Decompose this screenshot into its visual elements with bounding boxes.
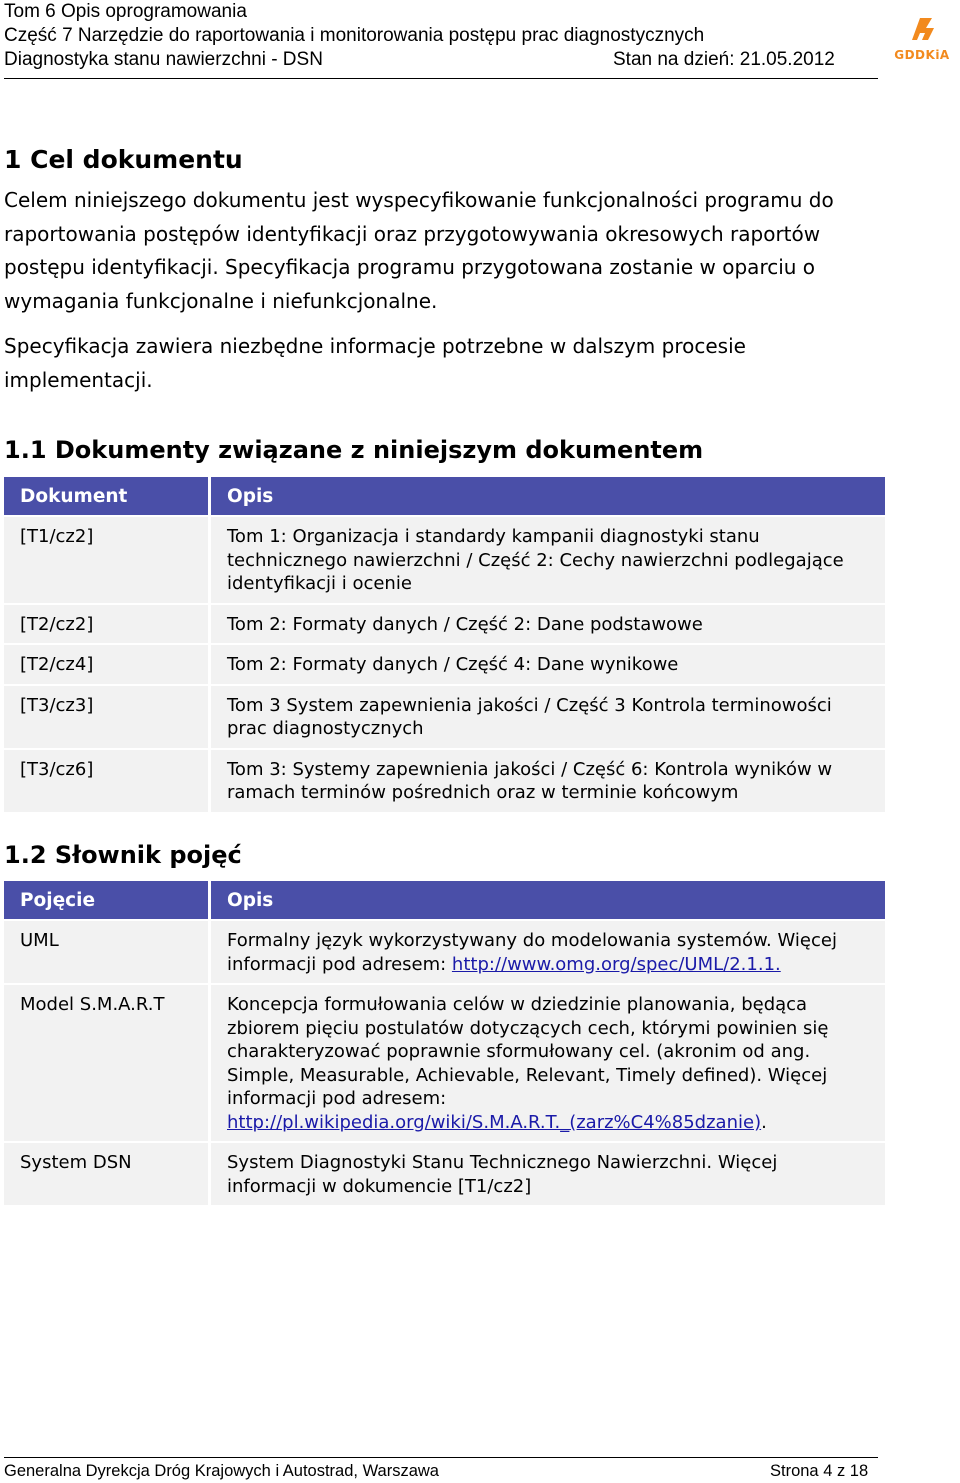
header-rule bbox=[4, 78, 878, 79]
table-row bbox=[4, 921, 885, 983]
document-ref: [T3/cz3] bbox=[4, 686, 211, 748]
uml-spec-link[interactable]: http://www.omg.org/spec/UML/2.1.1. bbox=[451, 953, 781, 975]
document-ref: [T2/cz2] bbox=[4, 605, 211, 644]
table-row bbox=[4, 750, 885, 812]
header-part: Część 7 Narzędzie do raportowania i monitorowania postępu prac diagnostycznych bbox=[4, 25, 705, 46]
document-description: Tom 3 System zapewnienia jakości / Część 3 Kontrola terminowości prac diagnostycznych bbox=[211, 686, 885, 748]
document-description: Tom 2: Formaty danych / Część 4: Dane wynikowe bbox=[211, 645, 885, 684]
section-1-1-heading: 1.1 Dokumenty związane z niniejszym dokumentem bbox=[4, 436, 704, 464]
section-1-heading: 1 Cel dokumentu bbox=[4, 145, 243, 174]
gddkia-logo bbox=[890, 14, 954, 62]
header-volume: Tom 6 Opis oprogramowania bbox=[4, 1, 247, 22]
column-header-description: Opis bbox=[211, 881, 885, 919]
column-header-document: Dokument bbox=[4, 477, 211, 515]
header-date: Stan na dzień: 21.05.2012 bbox=[613, 49, 835, 70]
glossary-text: Koncepcja formułowania celów w dziedzinie planowania, będąca zbiorem pięciu postulatów dotyczących cech, którymi powinien się charakteryzować poprawnie sformułowany cel. (akronim od ang. Simple, Measurable, Achievable, Relevant, Timely defined). Więcej informacji pod adresem: bbox=[227, 994, 829, 1109]
footer-organization: Generalna Dyrekcja Dróg Krajowych i Autostrad, Warszawa bbox=[4, 1462, 439, 1480]
header-project: Diagnostyka stanu nawierzchni - DSN bbox=[4, 49, 323, 70]
logo-text: GDDKiA bbox=[894, 48, 950, 62]
glossary-tail: . bbox=[761, 1111, 767, 1133]
column-header-term: Pojęcie bbox=[4, 881, 211, 919]
table-row bbox=[4, 605, 885, 644]
table-row bbox=[4, 645, 885, 684]
smart-wiki-link[interactable]: http://pl.wikipedia.org/wiki/S.M.A.R.T._(zarz%C4%85dzanie) bbox=[227, 1111, 762, 1133]
table-row bbox=[4, 1143, 885, 1205]
section-1-paragraph-1: Celem niniejszego dokumentu jest wyspecyfikowanie funkcjonalności programu do raportowania postępów identyfikacji oraz przygotowywania okresowych raportów postępu identyfikacji. Specyfikacja programu przygotowana zostanie w oparciu o wymagania funkcjonalne i niefunkcjonalne. bbox=[4, 188, 834, 313]
glossary-term: System DSN bbox=[4, 1143, 211, 1205]
glossary-description bbox=[211, 921, 885, 983]
section-1-2-heading: 1.2 Słownik pojęć bbox=[4, 841, 242, 869]
footer-rule bbox=[4, 1457, 878, 1458]
document-ref: [T3/cz6] bbox=[4, 750, 211, 812]
glossary-description bbox=[211, 1143, 885, 1205]
related-documents-table bbox=[4, 475, 885, 814]
document-description: Tom 3: Systemy zapewnienia jakości / Część 6: Kontrola wyników w ramach terminów pośrednich oraz w terminie końcowym bbox=[211, 750, 885, 812]
document-ref: [T1/cz2] bbox=[4, 517, 211, 603]
table-row bbox=[4, 686, 885, 748]
glossary-term: Model S.M.A.R.T bbox=[4, 985, 211, 1141]
document-ref: [T2/cz4] bbox=[4, 645, 211, 684]
table-header-row bbox=[4, 881, 885, 919]
glossary-text: System Diagnostyki Stanu Technicznego Nawierzchni. Więcej informacji w dokumencie [T1/cz2] bbox=[227, 1152, 778, 1197]
road-logo-icon bbox=[890, 14, 954, 44]
document-description: Tom 2: Formaty danych / Część 2: Dane podstawowe bbox=[211, 605, 885, 644]
glossary-description bbox=[211, 985, 885, 1141]
document-description: Tom 1: Organizacja i standardy kampanii diagnostyki stanu technicznego nawierzchni / Część 2: Cechy nawierzchni podlegające identyfikacji i ocenie bbox=[211, 517, 885, 603]
footer-page-number: Strona 4 z 18 bbox=[770, 1462, 869, 1480]
glossary-table bbox=[4, 879, 885, 1207]
column-header-description: Opis bbox=[211, 477, 885, 515]
section-1-paragraph-2: Specyfikacja zawiera niezbędne informacje potrzebne w dalszym procesie implementacji. bbox=[4, 334, 746, 392]
glossary-term: UML bbox=[4, 921, 211, 983]
table-row bbox=[4, 985, 885, 1141]
table-header-row bbox=[4, 477, 885, 515]
glossary-text: Formalny język wykorzystywany do modelowania systemów. Więcej informacji pod adresem: bbox=[227, 930, 837, 975]
table-row bbox=[4, 517, 885, 603]
